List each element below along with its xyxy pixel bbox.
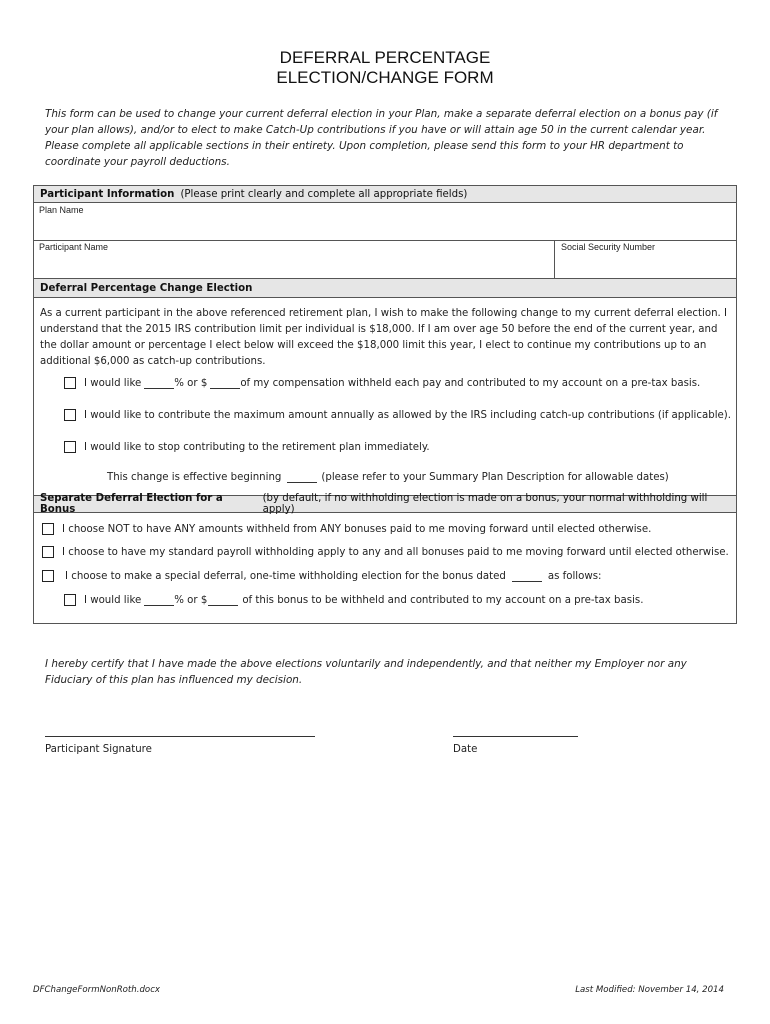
deferral-stop-checkbox[interactable]	[64, 441, 76, 453]
bonus-title: Separate Deferral Election for a Bonus	[40, 493, 223, 515]
intro-paragraph: This form can be used to change your current deferral election in your Plan, make a separate deferral election on a bonus pay (if your plan allows), and/or to elect to make Catch-Up contributions if you have or will attain age 50 in the current calendar year. Please complete all applicable sections in their entirety. Upon completion, please send this form to your HR department to coordinate your payroll deductions.	[45, 108, 718, 168]
deferral-option1-post: of my compensation withheld each pay and contributed to my account on a pre-tax basis.	[240, 377, 701, 389]
bonus-dollar-blank[interactable]	[208, 595, 238, 606]
bonus-option3-pre: I choose to make a special deferral, one-time withholding election for the bonus dated	[65, 570, 506, 582]
plan-name-label: Plan Name	[39, 205, 84, 215]
bonus-standard-checkbox[interactable]	[42, 546, 54, 558]
effective-date-pre: This change is effective beginning	[107, 472, 282, 483]
deferral-change-heading	[34, 279, 736, 298]
deferral-option1-pre: I would like	[84, 377, 142, 389]
date-label: Date	[453, 744, 478, 755]
bonus-heading	[34, 495, 736, 513]
footer-last-modified: Last Modified: November 14, 2014	[575, 985, 724, 995]
bonus-option2-text: I choose to have my standard payroll withholding apply to any and all bonuses paid to me moving forward until elected otherwise.	[62, 546, 729, 558]
deferral-change-paragraph: As a current participant in the above referenced retirement plan, I wish to make the following change to my current deferral election. I understand that the 2015 IRS contribution limit per individual is $18,000. If I am over age 50 before the end of the current year, and the dollar amount or percentage I elect below will exceed the $18,000 limit this year, I elect to continue my contributions up to an additional $6,000 as catch-up contributions.	[40, 308, 728, 367]
bonus-option-special	[42, 570, 601, 582]
deferral-option-percentage	[64, 377, 700, 389]
effective-date-post: (please refer to your Summary Plan Description for allowable dates)	[321, 472, 669, 483]
bonus-option-standard	[42, 546, 729, 558]
ssn-label: Social Security Number	[561, 242, 656, 252]
ssn-field[interactable]	[555, 241, 736, 279]
deferral-percentage-checkbox[interactable]	[64, 377, 76, 389]
signature-line[interactable]	[45, 736, 315, 737]
bonus-sub-pre: I would like	[84, 594, 142, 606]
bonus-option-none	[42, 523, 651, 535]
bonus-sub-mid: % or $	[174, 594, 208, 606]
form-title-line1: DEFERRAL PERCENTAGE	[279, 48, 491, 67]
deferral-option2-text: I would like to contribute the maximum amount annually as allowed by the IRS including catch-up contributions (if applicable).	[84, 409, 732, 421]
effective-date-blank[interactable]	[287, 472, 317, 483]
effective-date-row	[107, 472, 669, 483]
bonus-note: (by default, if no withholding election is made on a bonus, your normal withholding will apply)	[262, 493, 708, 515]
bonus-option3-post: as follows:	[547, 570, 602, 582]
bonus-none-checkbox[interactable]	[42, 523, 54, 535]
deferral-option1-mid: % or $	[174, 377, 208, 389]
participant-name-label: Participant Name	[39, 242, 109, 252]
deferral-change-title: Deferral Percentage Change Election	[40, 282, 253, 294]
deferral-maximum-checkbox[interactable]	[64, 409, 76, 421]
participant-info-note: (Please print clearly and complete all appropriate fields)	[180, 188, 468, 200]
bonus-percent-blank[interactable]	[144, 595, 174, 606]
deferral-option3-text: I would like to stop contributing to the retirement plan immediately.	[84, 441, 430, 453]
deferral-percent-blank[interactable]	[144, 378, 174, 389]
plan-name-field[interactable]	[34, 203, 736, 241]
deferral-option-maximum	[64, 409, 731, 421]
signature-label: Participant Signature	[45, 744, 152, 755]
form-box	[33, 185, 737, 624]
form-title-line2: ELECTION/CHANGE FORM	[276, 68, 494, 87]
bonus-sub-post: of this bonus to be withheld and contributed to my account on a pre-tax basis.	[242, 594, 644, 606]
date-line[interactable]	[453, 736, 578, 737]
participant-name-field[interactable]	[34, 241, 555, 279]
bonus-date-blank[interactable]	[512, 571, 542, 582]
participant-info-heading	[34, 186, 736, 203]
bonus-sub-option	[64, 594, 643, 606]
certification-statement: I hereby certify that I have made the above elections voluntarily and independently, and that neither my Employer nor any Fiduciary of this plan has influenced my decision.	[45, 658, 687, 686]
bonus-sub-checkbox[interactable]	[64, 594, 76, 606]
deferral-dollar-blank[interactable]	[210, 378, 240, 389]
bonus-option1-text: I choose NOT to have ANY amounts withheld from ANY bonuses paid to me moving forward until elected otherwise.	[62, 523, 652, 535]
deferral-option-stop	[64, 441, 430, 453]
participant-info-title: Participant Information	[40, 188, 175, 200]
footer-filename: DFChangeFormNonRoth.docx	[33, 985, 161, 995]
bonus-special-checkbox[interactable]	[42, 570, 54, 582]
